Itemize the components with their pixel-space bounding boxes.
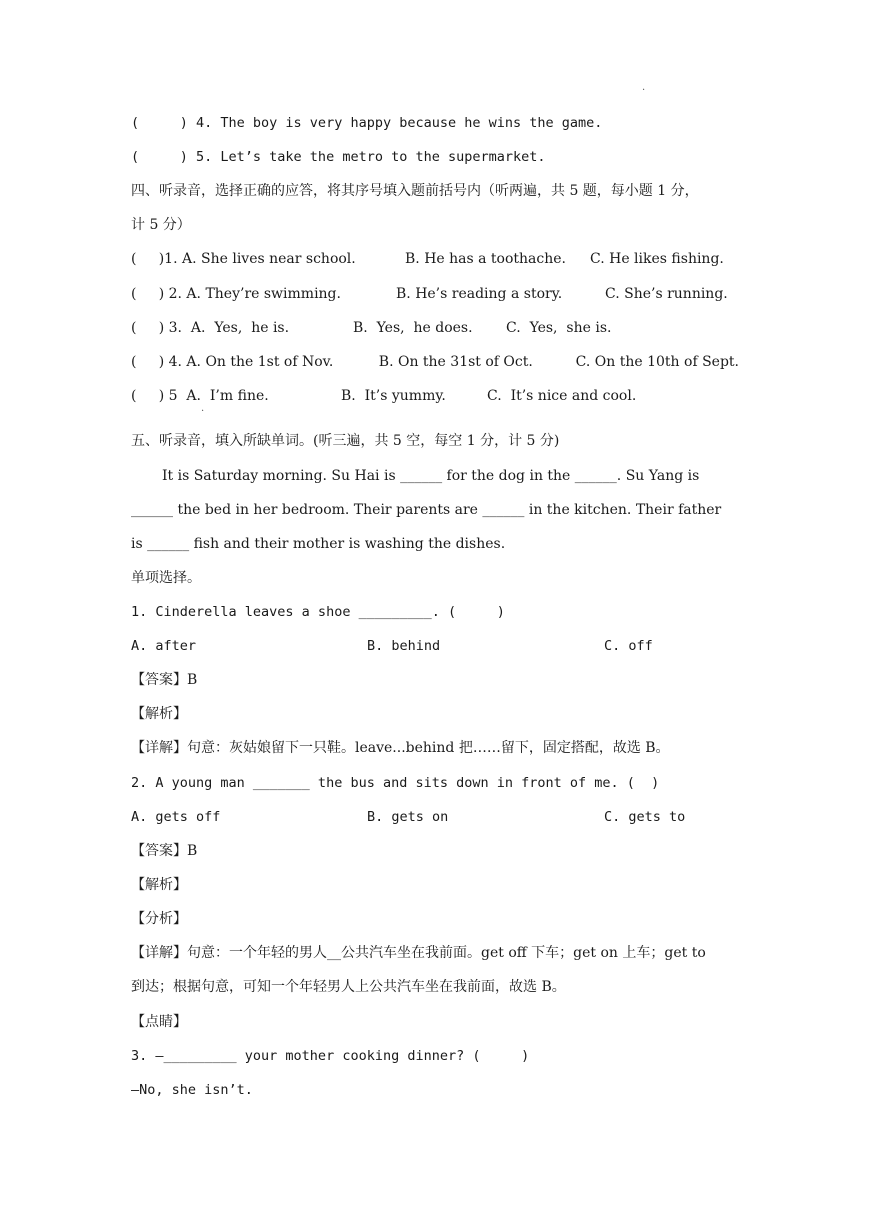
section4-title: 四、听录音，选择正确的应答，将其序号填入题前括号内（听两遍，共 5 题，每小题 1 分，	[131, 183, 699, 199]
header-mark: .	[642, 82, 646, 93]
q3-reply: —No, she isn’t.	[131, 1082, 253, 1098]
q2-detail-line-2: 到达；根据句意，可知一个年轻男人上公共汽车坐在我前面，故选 B。	[131, 979, 566, 995]
q2-option-a: A. gets off	[131, 809, 221, 825]
mc-heading: 单项选择。	[131, 570, 201, 586]
listen-item-5: ( ) 5 A. I’m fine. B. It’s yummy. C. It’s nice and cool.	[131, 388, 637, 404]
section4-title-cont: 计 5 分）	[131, 217, 191, 233]
cloze-line-2: ______ the bed in her bedroom. Their parents are ______ in the kitchen. Their father	[131, 502, 722, 518]
stray-mark: .	[201, 403, 205, 414]
section5-title: 五、听录音，填入所缺单词。(听三遍，共 5 空，每空 1 分，计 5 分)	[131, 433, 560, 449]
cloze-line-3: is ______ fish and their mother is washing the dishes.	[131, 536, 506, 552]
listen-item-2: ( ) 2. A. They’re swimming. B. He’s reading a story. C. She’s running.	[131, 286, 728, 302]
listen-item-4: ( ) 4. A. On the 1st of Nov. B. On the 31st of Oct. C. On the 10th of Sept.	[131, 354, 739, 370]
q1-analysis: 【解析】	[131, 706, 187, 722]
q2-options	[131, 808, 739, 826]
cloze-line-1: It is Saturday morning. Su Hai is ______ for the dog in the ______. Su Yang is	[162, 468, 700, 484]
q1-answer: 【答案】B	[131, 672, 198, 688]
q1-option-b: B. behind	[367, 638, 441, 654]
q2-dianjing: 【点睛】	[131, 1014, 187, 1030]
tf-item-4: ( ) 4. The boy is very happy because he wins the game.	[131, 115, 603, 131]
q1-option-a: A. after	[131, 638, 197, 654]
q1-stem: 1. Cinderella leaves a shoe _________. ( )	[131, 604, 505, 620]
q2-option-b: B. gets on	[367, 809, 449, 825]
q2-fenxi: 【分析】	[131, 911, 187, 927]
q2-analysis: 【解析】	[131, 877, 187, 893]
q2-stem: 2. A young man _______ the bus and sits down in front of me. ( )	[131, 775, 660, 791]
q2-detail-line-1: 【详解】句意：一个年轻的男人__公共汽车坐在我前面。get off 下车；get on 上车；get to	[131, 945, 706, 961]
q1-option-c: C. off	[604, 638, 653, 654]
q1-options	[131, 637, 739, 655]
listen-item-3: ( ) 3. A. Yes, he is. B. Yes, he does. C. Yes, she is.	[131, 320, 612, 336]
tf-item-5: ( ) 5. Let’s take the metro to the supermarket.	[131, 149, 546, 165]
q2-answer: 【答案】B	[131, 843, 198, 859]
q3-stem: 3. —_________ your mother cooking dinner? ( )	[131, 1048, 530, 1064]
q1-detail: 【详解】句意：灰姑娘留下一只鞋。leave...behind 把……留下，固定搭配，故选 B。	[131, 740, 670, 756]
q2-option-c: C. gets to	[604, 809, 686, 825]
listen-item-1: ( )1. A. She lives near school. B. He has a toothache. C. He likes fishing.	[131, 251, 724, 267]
